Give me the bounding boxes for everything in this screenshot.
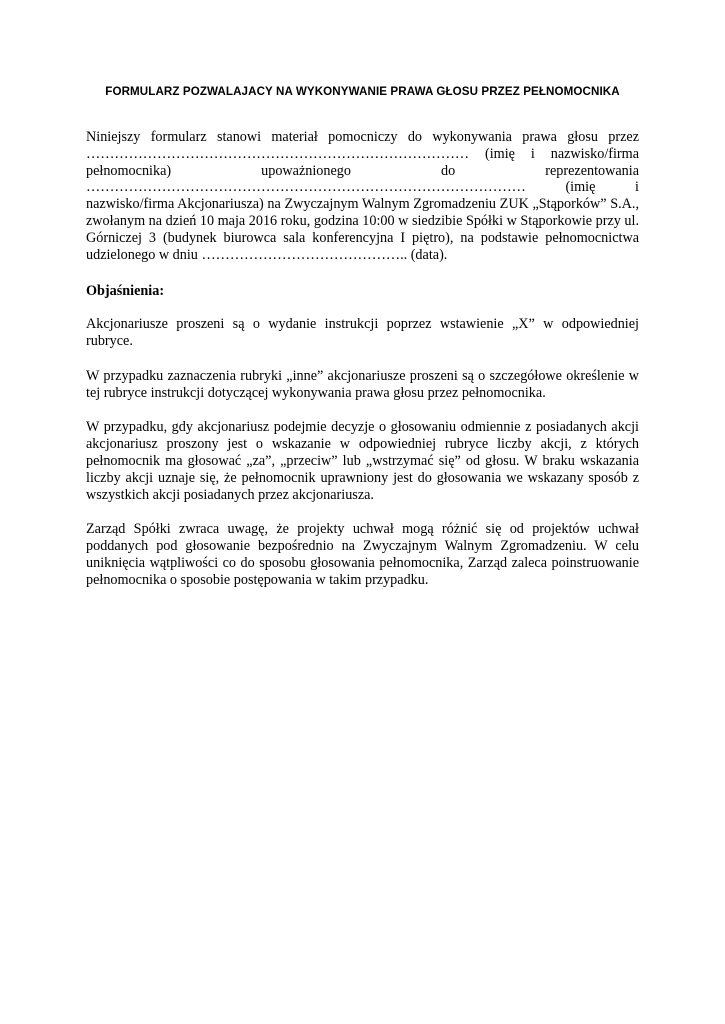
document-title: FORMULARZ POZWALAJACY NA WYKONYWANIE PRAWA GŁOSU PRZEZ PEŁNOMOCNIKA <box>105 85 620 98</box>
explanation-paragraph-3: W przypadku, gdy akcjonariusz podejmie decyzje o głosowaniu odmiennie z posiadanych akcji akcjonariusz proszony jest o wskazanie w odpowiedniej rubryce liczby akcji, z których pełnomocnik ma głosować „za”, „przeciw” lub „wstrzymać się” od głosu. W braku wskazania liczby akcji uznaje się, że pełnomocnik uprawniony jest do głosowania we wskazany sposób z wszystkich akcji posiadanych przez akcjonariusza. <box>86 419 639 503</box>
explanation-paragraph-1: Akcjonariusze proszeni są o wydanie instrukcji poprzez wstawienie „X” w odpowiedniej rubryce. <box>86 316 639 349</box>
document-page <box>86 85 639 607</box>
explanation-paragraph-4: Zarząd Spółki zwraca uwagę, że projekty uchwał mogą różnić się od projektów uchwał poddanych pod głosowanie bezpośrednio na Zwyczajnym Walnym Zgromadzeniu. W celu uniknięcia wątpliwości co do sposobu głosowania pełnomocnika, Zarząd zaleca poinstruowanie pełnomocnika o sposobie postępowania w takim przypadku. <box>86 521 639 588</box>
explanations-heading: Objaśnienia: <box>86 283 165 300</box>
intro-paragraph: Niniejszy formularz stanowi materiał pomocniczy do wykonywania prawa głosu przez ……………………………………………………………………… (imię i nazwisko/firma pełnomocnika) upoważnionego do reprezentowania ………………………………………………………………………………… (imię i nazwisko/firma Akcjonariusza) na Zwyczajnym Walnym Zgromadzeniu ZUK „Stąporków” S.A., zwołanym na dzień 10 maja 2016 roku, godzina 10:00 w siedzibie Spółki w Stąporkowie przy ul. Górniczej 3 (budynek biurowca sala konferencyjna I piętro), na podstawie pełnomocnictwa udzielonego w dniu …………………………………….. (data). <box>86 129 639 263</box>
explanation-paragraph-2: W przypadku zaznaczenia rubryki „inne” akcjonariusze proszeni są o szczegółowe określenie w tej rubryce instrukcji dotyczącej wykonywania prawa głosu przez pełnomocnika. <box>86 367 639 401</box>
